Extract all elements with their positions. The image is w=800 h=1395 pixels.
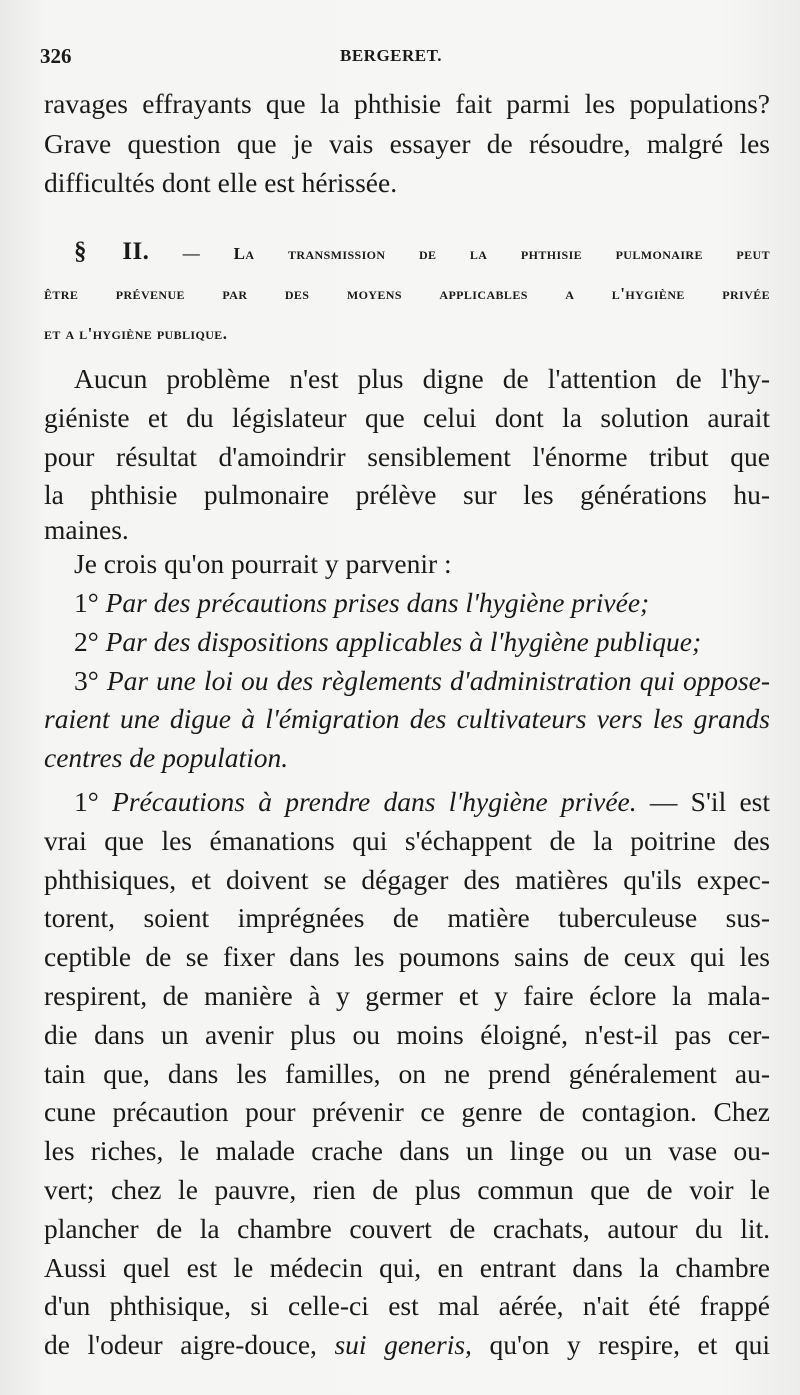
heading-line: — La transmission de la phthisie pulmonaire peut: [182, 244, 770, 263]
text-line: torent, soient imprégnées de matière tuberculeuse sus-: [44, 902, 770, 934]
text-line: tain que, dans les familles, on ne prend généralement au-: [44, 1057, 770, 1089]
paragraph-private-hygiene: [44, 783, 770, 1365]
text-line: cune précaution pour prévenir ce genre de contagion. Chez: [44, 1096, 770, 1128]
text-line: les riches, le malade crache dans un linge ou un vase ou-: [44, 1135, 770, 1167]
text-line: 1° Précautions à prendre dans l'hygiène privée. — S'il est: [74, 786, 771, 817]
text-line: difficultés dont elle est hérissée.: [44, 167, 398, 198]
section-mark: § II.: [74, 238, 150, 265]
list-item: 2° Par des dispositions applicables à l'hygiène publique;: [74, 625, 702, 657]
text-line: die dans un avenir plus ou moins éloigné, n'est-il pas cer-: [44, 1018, 770, 1050]
section-heading: [44, 232, 770, 354]
heading-line: être prévenue par des moyens applicables a l'hygiène privée: [44, 284, 770, 303]
paragraph-problem: [44, 360, 770, 778]
list-item: 1° Par des précautions prises dans l'hygiène privée;: [74, 586, 650, 618]
text-line: ravages effrayants que la phthisie fait parmi les populations?: [44, 88, 770, 119]
list-item-continuation: raient une digue à l'émigration des cultivateurs vers les grands: [44, 703, 770, 735]
paragraph-continuation: [44, 84, 770, 203]
text-line: pour résultat d'amoindrir sensiblement l'énorme tribut que: [44, 440, 770, 472]
list-item: 3° Par une loi ou des règlements d'administration qui oppose-: [74, 664, 771, 696]
text-line: giéniste et du législateur que celui dont la solution aurait: [44, 401, 770, 433]
text-line: Aucun problème n'est plus digne de l'attention de l'hy-: [74, 363, 770, 394]
text-line: phthisiques, et doivent se dégager des matières qu'ils expec-: [44, 863, 770, 895]
text-line: plancher de la chambre couvert de crachats, autour du lit.: [44, 1212, 770, 1244]
text-line: vert; chez le pauvre, rien de plus commun que de voir le: [44, 1173, 770, 1205]
text-line: de l'odeur aigre-douce, sui generis, qu'on y respire, et qui: [44, 1329, 771, 1361]
text-line: Je crois qu'on pourrait y parvenir :: [74, 548, 452, 580]
text-line: d'un phthisique, si celle-ci est mal aérée, n'ait été frappé: [44, 1290, 770, 1322]
list-item-continuation: centres de population.: [44, 742, 289, 774]
text-line: vrai que les émanations qui s'échappent de la poitrine des: [44, 824, 770, 856]
page-number: 326: [40, 44, 72, 68]
text-line: Grave question que je vais essayer de résoudre, malgré les: [44, 127, 770, 159]
running-head: BERGERET.: [340, 46, 442, 65]
text-line: ceptible de se fixer dans les poumons sains de ceux qui les: [44, 941, 770, 973]
page-header: [40, 40, 770, 70]
text-line: respirent, de manière à y germer et y faire éclore la mala-: [44, 979, 770, 1011]
text-line: Aussi quel est le médecin qui, en entrant dans la chambre: [44, 1251, 770, 1283]
text-line: la phthisie pulmonaire prélève sur les générations hu-: [44, 479, 770, 511]
heading-line: et a l'hygiène publique.: [44, 324, 228, 343]
text-line: maines.: [44, 514, 129, 546]
